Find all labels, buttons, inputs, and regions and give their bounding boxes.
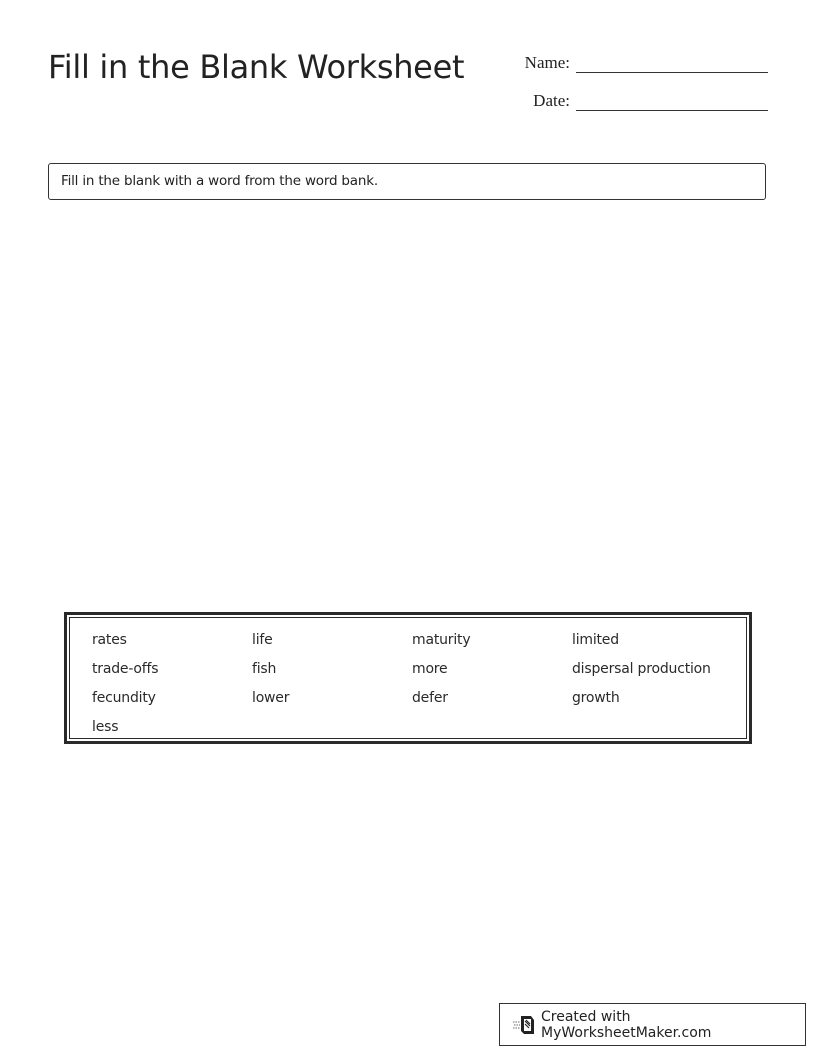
date-blank-line[interactable]	[576, 94, 768, 111]
word-bank-item: growth	[572, 690, 620, 706]
name-label: Name:	[524, 53, 570, 72]
word-bank-item: rates	[92, 632, 127, 648]
word-bank-item: maturity	[412, 632, 471, 648]
name-field-row	[500, 53, 768, 73]
instructions-text: Fill in the blank with a word from the word bank.	[61, 173, 378, 189]
word-bank-item: defer	[412, 690, 448, 706]
instructions-box	[48, 163, 766, 200]
word-bank-item: trade-offs	[92, 661, 159, 677]
created-with-badge[interactable]	[499, 1003, 806, 1046]
date-field-row	[500, 91, 768, 111]
word-bank-inner-border	[69, 617, 747, 739]
word-bank-item: dispersal production	[572, 661, 711, 677]
word-bank-item: more	[412, 661, 448, 677]
word-bank-item: less	[92, 719, 119, 735]
word-bank-item: life	[252, 632, 273, 648]
worksheet-title: Fill in the Blank Worksheet	[48, 48, 465, 86]
worksheet-maker-logo-icon	[512, 1014, 536, 1036]
created-with-text[interactable]: Created with MyWorksheetMaker.com	[541, 1008, 712, 1041]
date-label: Date:	[533, 91, 570, 110]
name-blank-line[interactable]	[576, 56, 768, 73]
word-bank-item: fecundity	[92, 690, 156, 706]
word-bank-item: fish	[252, 661, 277, 677]
word-bank-item: lower	[252, 690, 290, 706]
word-bank-item: limited	[572, 632, 619, 648]
word-bank-grid	[92, 626, 752, 742]
word-bank	[64, 612, 752, 744]
